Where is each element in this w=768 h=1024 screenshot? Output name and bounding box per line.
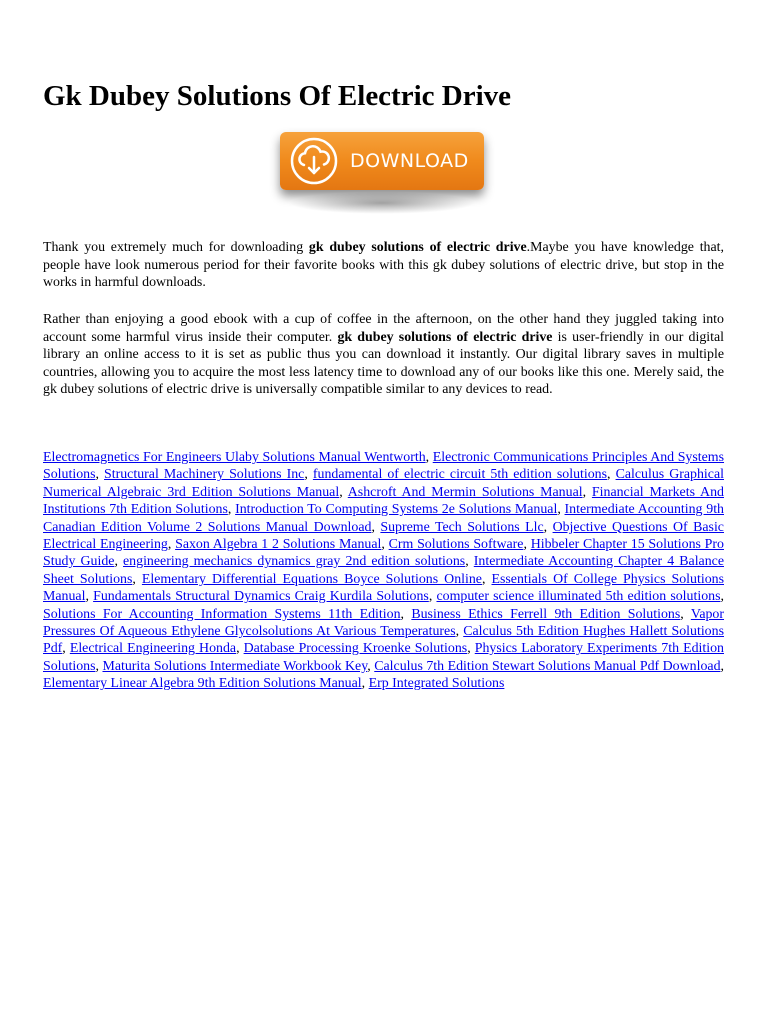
- related-link[interactable]: computer science illuminated 5th edition solutions: [436, 589, 721, 605]
- intro-paragraph: [43, 239, 724, 292]
- related-link[interactable]: Maturita Solutions Intermediate Workbook Key: [102, 658, 368, 674]
- related-link[interactable]: Fundamentals Structural Dynamics Craig Kurdila Solutions: [93, 589, 429, 605]
- related-link[interactable]: Erp Integrated Solutions: [368, 676, 505, 692]
- related-link[interactable]: Structural Machinery Solutions Inc: [104, 467, 305, 483]
- related-link[interactable]: Intermediate Accounting Chapter 4 Balance Sheet Solutions: [43, 554, 724, 587]
- related-link[interactable]: engineering mechanics dynamics gray 2nd edition solutions: [123, 554, 466, 570]
- download-button[interactable]: [280, 132, 484, 190]
- related-link[interactable]: Elementary Differential Equations Boyce Solutions Online: [141, 571, 482, 587]
- related-link[interactable]: Database Processing Kroenke Solutions: [243, 641, 468, 657]
- related-link[interactable]: Crm Solutions Software: [388, 537, 524, 553]
- related-link[interactable]: Intermediate Accounting 9th Canadian Edition Volume 2 Solutions Manual Download: [43, 502, 724, 535]
- related-link[interactable]: Elementary Linear Algebra 9th Edition Solutions Manual: [43, 676, 362, 692]
- related-link[interactable]: Ashcroft And Mermin Solutions Manual: [347, 484, 583, 500]
- related-link[interactable]: Calculus 5th Edition Hughes Hallett Solutions Pdf: [43, 624, 724, 657]
- related-link[interactable]: Business Ethics Ferrell 9th Edition Solutions: [411, 606, 681, 622]
- related-link[interactable]: Hibbeler Chapter 15 Solutions Pro Study Guide: [43, 537, 724, 570]
- related-link[interactable]: Essentials Of College Physics Solutions Manual: [43, 571, 724, 605]
- related-link[interactable]: Supreme Tech Solutions Llc: [380, 519, 544, 535]
- cloud-download-icon: [290, 137, 338, 185]
- related-links-list: Electromagnetics For Engineers Ulaby Solutions Manual Wentworth, Electronic Communications Principles And Systems Solutions, Structural Machinery Solutions Inc, fundamental of electric circuit 5th edition solutions, Calculus Graphical Numerical Algebraic 3rd Edition Solutions Manual, Ashcroft And Mermin Solutions Manual, Financial Markets And Institutions 7th Edition Solutions, Introduction To Computing Systems 2e Solutions Manual, Intermediate Accounting 9th Canadian Edition Volume 2 Solutions Manual Download, Supreme Tech Solutions Llc, Objective Questions Of Basic Electrical Engineering, Saxon Algebra 1 2 Solutions Manual, Crm Solutions Software, Hibbeler Chapter 15 Solutions Pro Study Guide, engineering mechanics dynamics gray 2nd edition solutions, Intermediate Accounting Chapter 4 Balance Sheet Solutions, Elementary Differential Equations Boyce Solutions Online, Essentials Of College Physics Solutions Manual, Fundamentals Structural Dynamics Craig Kurdila Solutions, computer science illuminated 5th edition solutions, Solutions For Accounting Information Systems 11th Edition, Business Ethics Ferrell 9th Edition Solutions, Vapor Pressures Of Aqueous Ethylene Glycolsolutions At Various Temperatures, Calculus 5th Edition Hughes Hallett Solutions Pdf, Electrical Engineering Honda, Database Processing Kroenke Solutions, Physics Laboratory Experiments 7th Edition Solutions, Maturita Solutions Intermediate Workbook Key, Calculus 7th Edition Stewart Solutions Manual Pdf Download, Elementary Linear Algebra 9th Edition Solutions Manual, Erp Integrated Solutions: [43, 450, 725, 692]
- related-link[interactable]: Calculus Graphical Numerical Algebraic 3rd Edition Solutions Manual: [43, 467, 724, 500]
- related-link[interactable]: Introduction To Computing Systems 2e Solutions Manual: [235, 502, 558, 518]
- page-title: Gk Dubey Solutions Of Electric Drive: [43, 80, 512, 112]
- related-link[interactable]: Solutions For Accounting Information Systems 11th Edition: [43, 606, 401, 622]
- description-text-end: is user-friendly in our digital library an online access to it is set as public thus you can download it instantly. Our digital library saves in multiple countries, allowing you to acquire the most less latency time to download any of our books like this one. Merely said, the gk dubey solutions of electric drive is universally compatible similar to any devices to read.: [43, 329, 725, 397]
- related-link[interactable]: Electromagnetics For Engineers Ulaby Solutions Manual Wentworth: [43, 450, 426, 465]
- description-paragraph: [43, 311, 724, 399]
- related-link[interactable]: Objective Questions Of Basic Electrical Engineering: [43, 519, 724, 553]
- download-button-label: DOWNLOAD: [350, 150, 469, 172]
- related-link[interactable]: Electronic Communications Principles And Systems Solutions: [43, 450, 725, 483]
- intro-bold-title: gk dubey solutions of electric drive: [308, 240, 527, 255]
- download-button-shadow: [288, 192, 476, 214]
- related-link[interactable]: fundamental of electric circuit 5th edition solutions: [312, 467, 608, 483]
- related-link[interactable]: Financial Markets And Institutions 7th Edition Solutions: [43, 484, 724, 518]
- description-bold-title: gk dubey solutions of electric drive: [337, 329, 553, 345]
- related-link[interactable]: Vapor Pressures Of Aqueous Ethylene Glycolsolutions At Various Temperatures: [43, 606, 725, 640]
- related-link[interactable]: Physics Laboratory Experiments 7th Edition Solutions: [43, 641, 724, 674]
- intro-text-end: .Maybe you have knowledge that, people have look numerous period for their favorite books with this gk dubey solutions of electric drive, but stop in the works in harmful downloads.: [43, 240, 724, 290]
- related-link[interactable]: Calculus 7th Edition Stewart Solutions Manual Pdf Download: [374, 658, 721, 674]
- related-link[interactable]: Saxon Algebra 1 2 Solutions Manual: [175, 537, 382, 553]
- download-banner: [276, 128, 492, 220]
- intro-text-start: Thank you extremely much for downloading: [43, 240, 309, 255]
- description-text-start: Rather than enjoying a good ebook with a cup of coffee in the afternoon, on the other hand they juggled taking into account some harmful virus inside their computer.: [43, 312, 724, 345]
- related-link[interactable]: Electrical Engineering Honda: [69, 641, 237, 657]
